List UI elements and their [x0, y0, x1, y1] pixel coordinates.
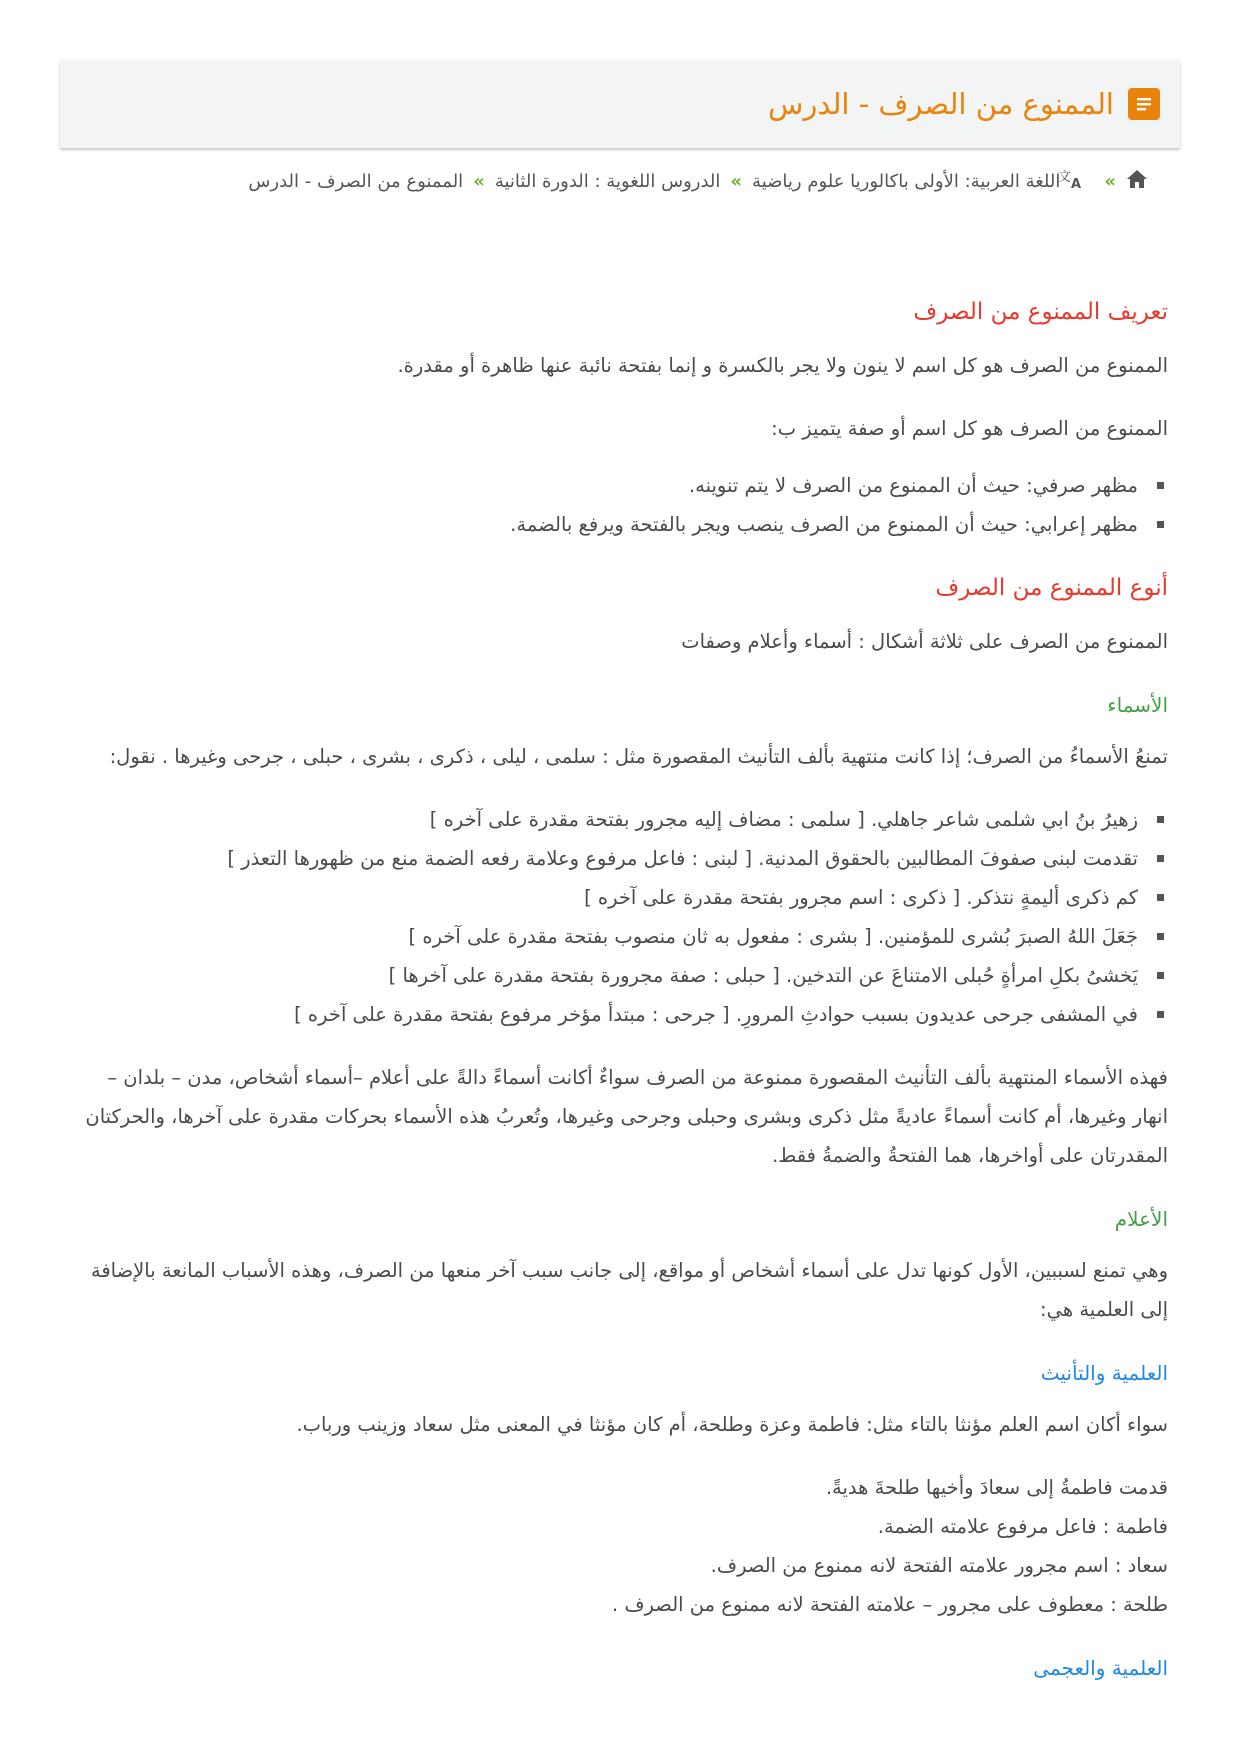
subheading-proper-nouns: الأعلام: [1114, 1207, 1168, 1231]
breadcrumb-item-subject[interactable]: اللغة العربية: الأولى باكالوريا علوم رياضية: [752, 171, 1061, 192]
list-item: تقدمت لبنى صفوفَ المطالبين بالحقوق المدنية. [ لبنى : فاعل مرفوع وعلامة رفعه الضمة منع من ظهورها التعذر ]: [78, 839, 1138, 878]
document-icon: [1128, 88, 1160, 120]
types-paragraph: الممنوع من الصرف على ثلاثة أشكال : أسماء وأعلام وصفات: [681, 630, 1168, 653]
nouns-examples-list: [78, 800, 1168, 1034]
feminine-example: قدمت فاطمةُ إلى سعادَ وأخيها طلحةَ هديةً.: [825, 1476, 1168, 1499]
section-heading-definition: تعريف الممنوع من الصرف: [913, 299, 1168, 325]
subheading-feminine: العلمية والتأنيث: [1040, 1361, 1168, 1385]
feminine-analysis-line: طلحة : معطوف على مجرور – علامته الفتحة لانه ممنوع من الصرف .: [611, 1593, 1168, 1616]
definition-features-list: [78, 466, 1168, 544]
section-heading-types: أنوع الممنوع من الصرف: [935, 575, 1168, 601]
page-title: الممنوع من الصرف - الدرس: [767, 87, 1114, 121]
list-item: مظهر صرفي: حيث أن الممنوع من الصرف لا يتم تنوينه.: [78, 466, 1138, 505]
list-item: كم ذكرى أليمةٍ نتذكر. [ ذكرى : اسم مجرور بفتحة مقدرة على آخره ]: [78, 878, 1138, 917]
list-item: جَعَلَ اللهُ الصبرَ بُشرى للمؤمنين. [ بشرى : مفعول به ثان منصوب بفتحة مقدرة على آخره ]: [78, 917, 1138, 956]
list-item: يَخشىُ بكلِ امرأةٍ حُبلى الامتناعَ عن التدخين. [ حبلى : صفة مجرورة بفتحة مقدرة على آخرها ]: [78, 956, 1138, 995]
subheading-nouns: الأسماء: [1107, 693, 1168, 717]
breadcrumb-separator-icon: »: [473, 171, 485, 192]
list-item: في المشفى جرحى عديدون بسبب حوادثِ المرورِ. [ جرحى : مبتدأ مؤخر مرفوع بفتحة مقدرة على آخره ]: [78, 995, 1138, 1034]
breadcrumb-separator-icon: »: [730, 171, 743, 192]
breadcrumb-item-current: الممنوع من الصرف - الدرس: [248, 171, 464, 192]
breadcrumb-separator-icon: »: [1104, 171, 1116, 192]
breadcrumb-item-lessons[interactable]: الدروس اللغوية : الدورة الثانية: [494, 171, 721, 192]
svg-text:文: 文: [1058, 170, 1072, 185]
nouns-paragraph: تمنعُ الأسماءُ من الصرف؛ إذا كانت منتهية بألف التأنيث المقصورة مثل : سلمى ، ليلى ، ذكرى ، بشرى ، حبلى ، جرحى وغيرها . نقول:: [109, 745, 1168, 768]
breadcrumb: [248, 168, 1148, 195]
feminine-analysis-line: سعاد : اسم مجرور علامته الفتحة لانه ممنوع من الصرف.: [710, 1554, 1168, 1577]
nouns-summary-paragraph: فهذه الأسماء المنتهية بألف التأنيث المقصورة ممنوعة من الصرف سواءٌ أكانت أسماءً دالةً على أعلام –أسماء أشخاص، مدن – بلدان – انهار وغيرها، أم كانت أسماءً عاديةً مثل ذكرى وبشرى وحبلى وجرحى وغيرها، وتُعربُ هذه الأسماء بحركات مقدرة على آخرها، والحركتان المقدرتان على أواخرها، هما الفتحةُ والضمةُ فقط.: [85, 1066, 1168, 1167]
definition-features-intro: الممنوع من الصرف هو كل اسم أو صفة يتميز ب:: [771, 417, 1168, 440]
feminine-paragraph: سواء أكان اسم العلم مؤنثا بالتاء مثل: فاطمة وعزة وطلحة، أم كان مؤنثا في المعنى مثل سعاد وزينب ورباب.: [296, 1413, 1168, 1436]
title-bar: [60, 60, 1180, 148]
list-item: زهيرُ بنُ ابي شلمى شاعر جاهلي. [ سلمى : مضاف إليه مجرور بفتحة مقدرة على آخره ]: [78, 800, 1138, 839]
home-icon[interactable]: [1126, 169, 1148, 194]
definition-paragraph: الممنوع من الصرف هو كل اسم لا ينون ولا يجر بالكسرة و إنما بفتحة نائبة عنها ظاهرة أو مقدرة.: [397, 354, 1168, 377]
svg-text:A: A: [1071, 177, 1082, 192]
list-item: مظهر إعرابي: حيث أن الممنوع من الصرف ينصب ويجر بالفتحة ويرفع بالضمة.: [78, 505, 1138, 544]
lesson-content: [78, 292, 1168, 1700]
translate-icon: [1058, 168, 1094, 195]
feminine-analysis-line: فاطمة : فاعل مرفوع علامته الضمة.: [877, 1515, 1168, 1538]
subheading-foreign: العلمية والعجمى: [1033, 1656, 1168, 1680]
proper-nouns-paragraph: وهي تمنع لسببين، الأول كونها تدل على أسماء أشخاص أو مواقع، إلى جانب سبب آخر منعها من الصرف، وهذه الأسباب المانعة بالإضافة إلى العلمية هي:: [90, 1259, 1168, 1321]
